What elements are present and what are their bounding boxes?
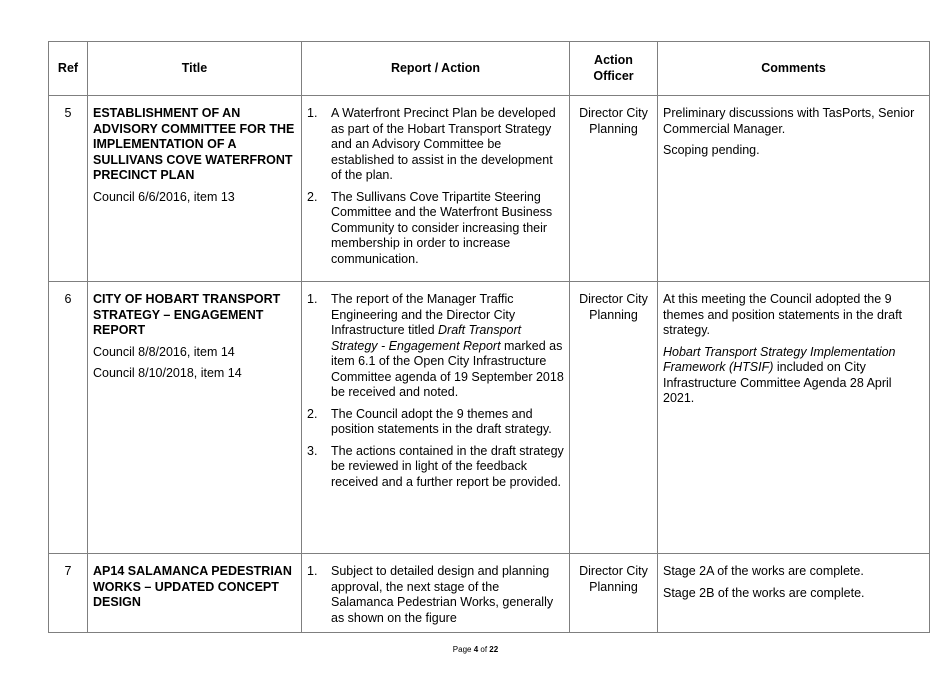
comment-text: Preliminary discussions with TasPorts, Senior Commercial Manager. [663, 106, 915, 136]
list-item: 1. The report of the Manager Traffic Engineering and the Director City Infrastructure titled Draft Transport Strategy - Engagement Report marked as item 6.1 of the Open City Infrastructure Committee agenda of 19 September 2018 be received and noted. [307, 292, 564, 399]
title-cell [88, 96, 302, 282]
list-item: 1. Subject to detailed design and planning approval, the next stage of the Salamanca Pedestrian Works, generally as shown on the figure [307, 564, 554, 625]
item-title: AP14 SALAMANCA PEDESTRIAN WORKS – UPDATED CONCEPT DESIGN [93, 564, 292, 609]
table-row [49, 282, 930, 554]
header-action-officer: Action Officer [570, 42, 658, 96]
council-reference: Council 8/10/2018, item 14 [93, 366, 242, 380]
ref-cell: 7 [49, 554, 88, 633]
ref-cell: 6 [49, 282, 88, 554]
table-row [49, 96, 930, 282]
report-action-cell [302, 554, 570, 633]
item-title: CITY OF HOBART TRANSPORT STRATEGY – ENGAGEMENT REPORT [93, 292, 281, 337]
list-item: 3. The actions contained in the draft strategy be reviewed in light of the feedback received and a further report be provided. [307, 443, 564, 489]
report-action-cell [302, 96, 570, 282]
council-reference: Council 8/8/2016, item 14 [93, 344, 235, 359]
page-number: Page 4 of 22 [452, 645, 499, 654]
comments-cell [658, 282, 930, 554]
title-cell [88, 554, 302, 633]
table-header-row [49, 42, 930, 96]
table-row [49, 554, 930, 633]
title-cell [88, 282, 302, 554]
comment-text: Stage 2A of the works are complete. [663, 564, 864, 578]
comments-cell [658, 554, 930, 633]
header-comments: Comments [658, 42, 930, 96]
header-ref: Ref [49, 42, 88, 96]
council-reference: Council 6/6/2016, item 13 [93, 189, 235, 204]
report-action-cell [302, 282, 570, 554]
comment-text: Hobart Transport Strategy Implementation Framework (HTSIF) included on City Infrastructure Committee Agenda 28 April 2021. [663, 344, 896, 405]
comment-text: At this meeting the Council adopted the 9 themes and position statements in the draft strategy. [663, 292, 903, 337]
header-report-action: Report / Action [302, 42, 570, 96]
item-title: ESTABLISHMENT OF AN ADVISORY COMMITTEE FOR THE IMPLEMENTATION OF A SULLIVANS COVE WATERFRONT PRECINCT PLAN [93, 106, 295, 182]
list-item: 2. The Council adopt the 9 themes and position statements in the draft strategy. [307, 406, 552, 436]
comments-cell [658, 96, 930, 282]
list-item: 2. The Sullivans Cove Tripartite Steering Committee and the Waterfront Business Community to consider increasing their membership in order to increase communication. [307, 189, 553, 266]
action-officer-cell: Director City Planning [570, 282, 658, 554]
header-title: Title [88, 42, 302, 96]
action-officer-cell: Director City Planning [570, 554, 658, 633]
list-item: 1. A Waterfront Precinct Plan be developed as part of the Hobart Transport Strategy and an Advisory Committee be established to assist in the development of the plan. [307, 106, 556, 182]
comment-text: Stage 2B of the works are complete. [663, 585, 865, 600]
action-table [48, 41, 930, 633]
ref-cell: 5 [49, 96, 88, 282]
action-officer-cell: Director City Planning [570, 96, 658, 282]
comment-text: Scoping pending. [663, 143, 760, 157]
